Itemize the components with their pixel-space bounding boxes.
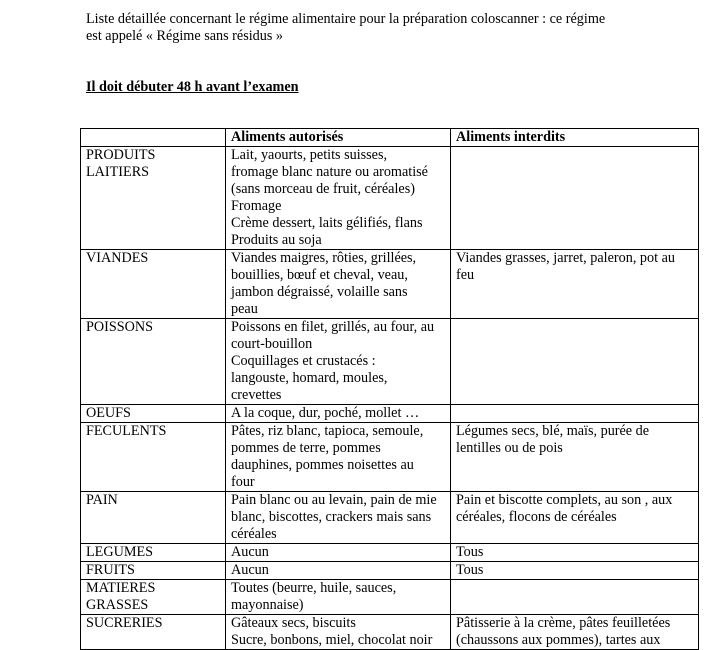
allowed-cell-line: jambon dégraissé, volaille sans xyxy=(231,284,408,300)
table-row xyxy=(81,319,699,405)
forbidden-cell xyxy=(451,147,699,250)
category-cell xyxy=(81,405,226,423)
category-cell xyxy=(81,492,226,544)
category-cell-line: PRODUITS xyxy=(86,147,156,163)
diet-table xyxy=(80,128,699,650)
allowed-cell-line: langouste, homard, moules, xyxy=(231,370,388,386)
forbidden-cell xyxy=(451,423,699,492)
allowed-cell-line: Produits au soja xyxy=(231,232,322,248)
allowed-cell-line: Pain blanc ou au levain, pain de mie xyxy=(231,492,437,508)
category-cell-line: POISSONS xyxy=(86,319,154,335)
allowed-cell xyxy=(226,147,451,250)
allowed-cell xyxy=(226,580,451,615)
table-row xyxy=(81,562,699,580)
intro-paragraph xyxy=(86,11,706,45)
category-cell xyxy=(81,544,226,562)
table-row xyxy=(81,544,699,562)
allowed-cell xyxy=(226,562,451,580)
allowed-cell-line: Aucun xyxy=(231,544,269,560)
forbidden-cell xyxy=(451,492,699,544)
category-cell-line: FRUITS xyxy=(86,562,135,578)
allowed-cell-line: court-bouillon xyxy=(231,336,313,352)
forbidden-cell-line: feu xyxy=(456,267,475,283)
allowed-cell xyxy=(226,544,451,562)
header-forbidden: Aliments interdits xyxy=(451,129,699,147)
allowed-cell-line: crevettes xyxy=(231,387,282,403)
allowed-cell xyxy=(226,405,451,423)
intro-line-1: Liste détaillée concernant le régime alimentaire pour la préparation coloscanner : ce régime xyxy=(86,11,606,27)
allowed-cell-line: Lait, yaourts, petits suisses, xyxy=(231,147,388,163)
table-row xyxy=(81,147,699,250)
allowed-cell xyxy=(226,319,451,405)
table-row xyxy=(81,492,699,544)
category-cell xyxy=(81,615,226,650)
forbidden-cell xyxy=(451,615,699,650)
category-cell-line: SUCRERIES xyxy=(86,615,163,631)
category-cell-line: LAITIERS xyxy=(86,164,150,180)
forbidden-cell-line: Pâtisserie à la crème, pâtes feuilletées xyxy=(456,615,671,631)
table-row xyxy=(81,580,699,615)
allowed-cell xyxy=(226,250,451,319)
category-cell-line: MATIERES xyxy=(86,580,156,596)
allowed-cell-line: Viandes maigres, rôties, grillées, xyxy=(231,250,417,266)
forbidden-cell xyxy=(451,319,699,405)
table-row xyxy=(81,405,699,423)
allowed-cell xyxy=(226,423,451,492)
category-cell xyxy=(81,250,226,319)
allowed-cell-line: Pâtes, riz blanc, tapioca, semoule, xyxy=(231,423,424,439)
table-row xyxy=(81,250,699,319)
allowed-cell-line: peau xyxy=(231,301,258,317)
allowed-cell xyxy=(226,492,451,544)
allowed-cell-line: Fromage xyxy=(231,198,282,214)
forbidden-cell-line: Viandes grasses, jarret, paleron, pot au xyxy=(456,250,675,266)
category-cell xyxy=(81,147,226,250)
allowed-cell xyxy=(226,615,451,650)
category-cell xyxy=(81,580,226,615)
forbidden-cell xyxy=(451,562,699,580)
forbidden-cell xyxy=(451,405,699,423)
table-row xyxy=(81,615,699,650)
forbidden-cell-line: Tous xyxy=(456,562,484,578)
forbidden-cell-line: Légumes secs, blé, maïs, purée de xyxy=(456,423,650,439)
section-heading: Il doit débuter 48 h avant l’examen xyxy=(86,79,299,95)
allowed-cell-line: (sans morceau de fruit, céréales) xyxy=(231,181,415,197)
category-cell xyxy=(81,562,226,580)
allowed-cell-line: pommes de terre, pommes xyxy=(231,440,381,456)
allowed-cell-line: bouillies, bœuf et cheval, veau, xyxy=(231,267,408,283)
allowed-cell-line: Sucre, bonbons, miel, chocolat noir xyxy=(231,632,433,648)
allowed-cell-line: céréales xyxy=(231,526,277,542)
category-cell xyxy=(81,423,226,492)
allowed-cell-line: mayonnaise) xyxy=(231,597,304,613)
forbidden-cell xyxy=(451,250,699,319)
forbidden-cell-line: Tous xyxy=(456,544,484,560)
category-cell-line: GRASSES xyxy=(86,597,149,613)
allowed-cell-line: fromage blanc nature ou aromatisé xyxy=(231,164,428,180)
allowed-cell-line: blanc, biscottes, crackers mais sans xyxy=(231,509,432,525)
forbidden-cell xyxy=(451,580,699,615)
allowed-cell-line: Gâteaux secs, biscuits xyxy=(231,615,356,631)
table-header-row xyxy=(81,129,699,147)
allowed-cell-line: Poissons en filet, grillés, au four, au xyxy=(231,319,435,335)
forbidden-cell-line: lentilles ou de pois xyxy=(456,440,563,456)
allowed-cell-line: four xyxy=(231,474,255,490)
header-category xyxy=(81,129,226,147)
allowed-cell-line: A la coque, dur, poché, mollet … xyxy=(231,405,420,421)
category-cell-line: PAIN xyxy=(86,492,118,508)
table-body xyxy=(81,147,699,650)
category-cell-line: VIANDES xyxy=(86,250,149,266)
allowed-cell-line: Toutes (beurre, huile, sauces, xyxy=(231,580,397,596)
header-allowed: Aliments autorisés xyxy=(226,129,451,147)
category-cell-line: OEUFS xyxy=(86,405,131,421)
allowed-cell-line: Crème dessert, laits gélifiés, flans xyxy=(231,215,423,231)
allowed-cell-line: Coquillages et crustacés : xyxy=(231,353,376,369)
forbidden-cell-line: Pain et biscotte complets, au son , aux xyxy=(456,492,673,508)
allowed-cell-line: dauphines, pommes noisettes au xyxy=(231,457,414,473)
category-cell-line: FECULENTS xyxy=(86,423,167,439)
intro-line-2: est appelé « Régime sans résidus » xyxy=(86,28,284,44)
category-cell-line: LEGUMES xyxy=(86,544,153,560)
forbidden-cell xyxy=(451,544,699,562)
forbidden-cell-line: céréales, flocons de céréales xyxy=(456,509,617,525)
table-row xyxy=(81,423,699,492)
allowed-cell-line: Aucun xyxy=(231,562,269,578)
forbidden-cell-line: (chaussons aux pommes), tartes aux xyxy=(456,632,661,648)
category-cell xyxy=(81,319,226,405)
